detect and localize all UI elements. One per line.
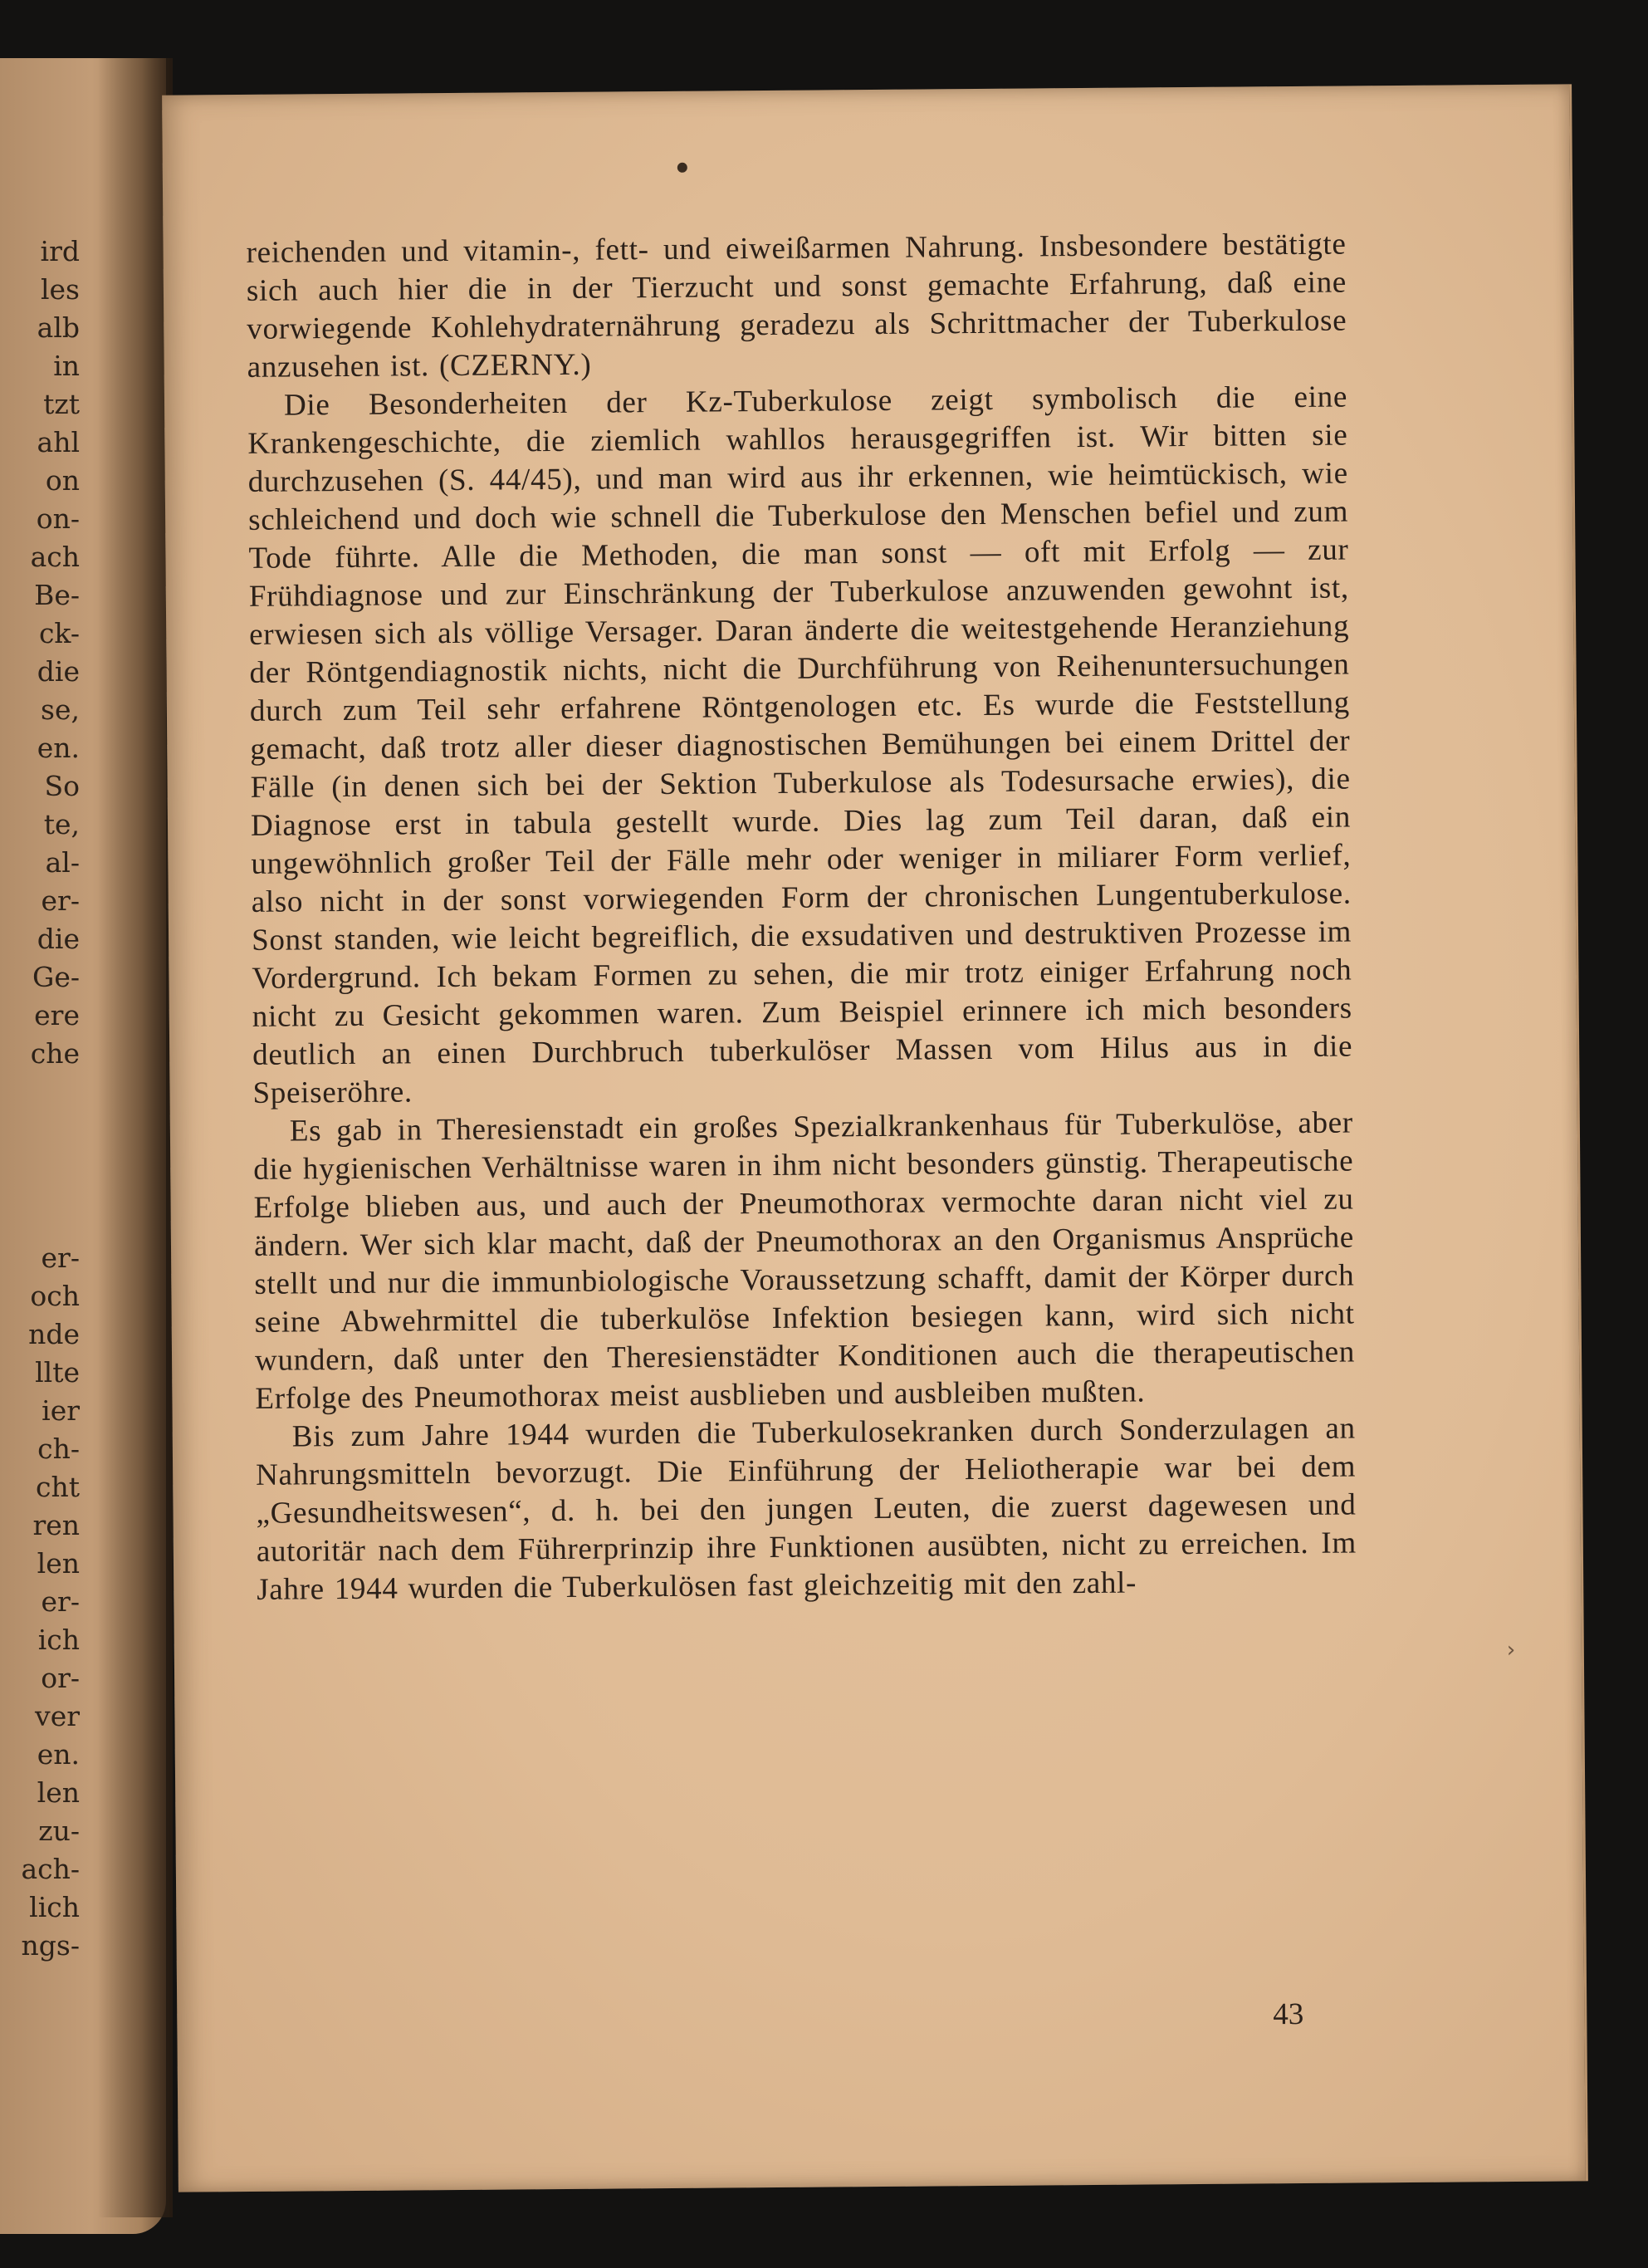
facing-page-fragment: ren	[32, 1509, 80, 1541]
facing-page-fragment: die	[37, 923, 80, 955]
facing-page-fragment: ach-	[21, 1853, 80, 1885]
facing-page-fragment: len	[37, 1547, 80, 1580]
facing-page-fragment: tzt	[43, 388, 80, 420]
paragraph-year-1944: Bis zum Jahre 1944 wurden die Tuberkulosekranken durch Sonderzulagen an Nahrungsmitteln bevorzugt. Die Einführung der Heliotherapie war bei dem „Gesundheitswesen“, d. h. bei den jungen Leuten, die zuerst dagewesen und autoritär nach dem Führerprinzip ihre Funktionen ausübten, nicht zu erreichen. Im Jahre 1944 wurden die Tuberkulösen fast gleichzeitig mit den zahl-	[256, 1411, 1357, 1607]
facing-page-fragment: ach	[30, 541, 80, 573]
body-text	[246, 226, 1357, 1609]
facing-page-fragment: er-	[41, 1242, 80, 1274]
paragraph-continuation: reichenden und vitamin-, fett- und eiweißarmen Nahrung. Insbesondere bestätigte sich auch hier die in der Tierzucht und sonst gemachte Erfahrung, daß eine vorwiegende Kohlehydraternährung geradezu als Schrittmacher der Tuberkulose anzusehen ist. (CZERNY.)	[246, 227, 1347, 385]
facing-page-fragment: ck-	[38, 617, 80, 649]
facing-page-fragment: te,	[43, 808, 80, 840]
facing-page-fragment: die	[37, 655, 80, 688]
paragraph-kz-tuberculosis: Die Besonderheiten der Kz-Tuberkulose zeigt symbolisch die eine Krankengeschichte, die ziemlich wahllos herausgegriffen ist. Wir bitten sie durchzusehen (S. 44/45), und man wird aus ihr erkennen, wie heimtückisch, wie schleichend und doch wie schnell die Tuberkulose den Menschen befiel und zum Tode führte. Alle die Methoden, die man sonst — oft mit Erfolg — zur Frühdiagnose und zur Einschränkung der Tuberkulose anzuwenden gewohnt ist, erwiesen sich als völlige Versager. Daran änderte die weitestgehende Heranziehung der Röntgendiagnostik nichts, nicht die Durchführung von Reihenuntersuchungen durch zum Teil sehr erfahrene Röntgenologen etc. Es wurde die Feststellung gemacht, daß trotz aller dieser diagnostischen Bemühungen bei einem Drittel der Fälle (in denen sich bei der Sektion Tuberkulose als Todesursache erwies), die Diagnose erst in tabula gestellt wurde. Dies lag zum Teil daran, daß ein ungewöhnlich großer Teil der Fälle mehr oder weniger in miliarer Form verlief, also nicht in der sonst vorwiegenden Form der chronischen Lungentuberkulose. Sonst standen, wie leicht begreiflich, die exsudativen und destruktiven Prozesse im Vordergrund. Ich bekam Formen zu sehen, die mir trotz einiger Erfahrung noch nicht zu Gesicht gekommen waren. Zum Beispiel erinnere ich mich besonders deutlich an einen Durchbruch tuberkulöser Massen vom Hilus aus in die Speiseröhre.	[247, 380, 1353, 1110]
facing-page-fragment: in	[53, 350, 80, 382]
facing-page-fragment: Ge-	[32, 961, 80, 993]
facing-page-fragment: al-	[45, 846, 80, 879]
fragment-gap	[5, 1073, 80, 1239]
book-gutter	[98, 58, 173, 2217]
facing-page-fragment: les	[40, 273, 80, 306]
facing-page-fragment: en.	[37, 1738, 80, 1771]
page-number: 43	[1273, 1996, 1304, 2032]
facing-page-fragment: len	[37, 1776, 80, 1809]
facing-page-fragment: er-	[41, 884, 80, 917]
facing-page-fragment: Be-	[34, 579, 80, 611]
facing-page-fragment: ere	[34, 999, 80, 1031]
facing-page-fragment: och	[30, 1280, 80, 1312]
facing-page-fragment: or-	[41, 1662, 80, 1694]
facing-page-line-fragments	[5, 233, 80, 1965]
facing-page-fragment: nde	[28, 1318, 80, 1350]
facing-page-fragment: ier	[42, 1394, 80, 1427]
facing-page-fragment: ich	[37, 1624, 80, 1656]
facing-page-fragment: ird	[40, 235, 80, 267]
facing-page-fragment: ngs-	[21, 1929, 80, 1962]
facing-page-fragment: ahl	[37, 426, 80, 458]
facing-page-fragment: en.	[37, 732, 80, 764]
ink-dot-mark	[677, 163, 687, 173]
facing-page-fragment: che	[30, 1037, 80, 1070]
facing-page-fragment: ch-	[37, 1433, 80, 1465]
facing-page-fragment: So	[44, 770, 80, 802]
facing-page-fragment: on-	[36, 502, 80, 535]
paragraph-theresienstadt-hospital: Es gab in Theresienstadt ein großes Spezialkrankenhaus für Tuberkulöse, aber die hygienischen Verhältnisse waren in ihm nicht besonders günstig. Therapeutische Erfolge blieben aus, und auch der Pneumothorax vermochte daran nicht viel zu ändern. Wer sich klar macht, daß der Pneumothorax an den Organismus Ansprüche stellt und nur die immunbiologische Voraussetzung schafft, damit der Körper durch seine Abwehrmittel die tuberkulöse Infektion besiegen kann, wird sich nicht wundern, daß unter den Theresienstädter Konditionen auch die therapeutischen Erfolge des Pneumothorax meist ausblieben und ausbleiben mußten.	[253, 1105, 1356, 1416]
facing-page-fragment: se,	[41, 693, 80, 726]
book-page	[162, 84, 1588, 2192]
facing-page-fragment: on	[45, 464, 80, 497]
facing-page-fragment: er-	[41, 1585, 80, 1618]
margin-arrow-mark: ›	[1506, 1637, 1516, 1663]
facing-page-fragment: llte	[35, 1356, 80, 1389]
facing-page-fragment: ver	[35, 1700, 80, 1732]
facing-page-fragment: alb	[37, 311, 80, 344]
facing-page-fragment: zu-	[38, 1815, 80, 1847]
facing-page-fragment: lich	[29, 1891, 80, 1923]
facing-page-fragment: cht	[36, 1471, 80, 1503]
